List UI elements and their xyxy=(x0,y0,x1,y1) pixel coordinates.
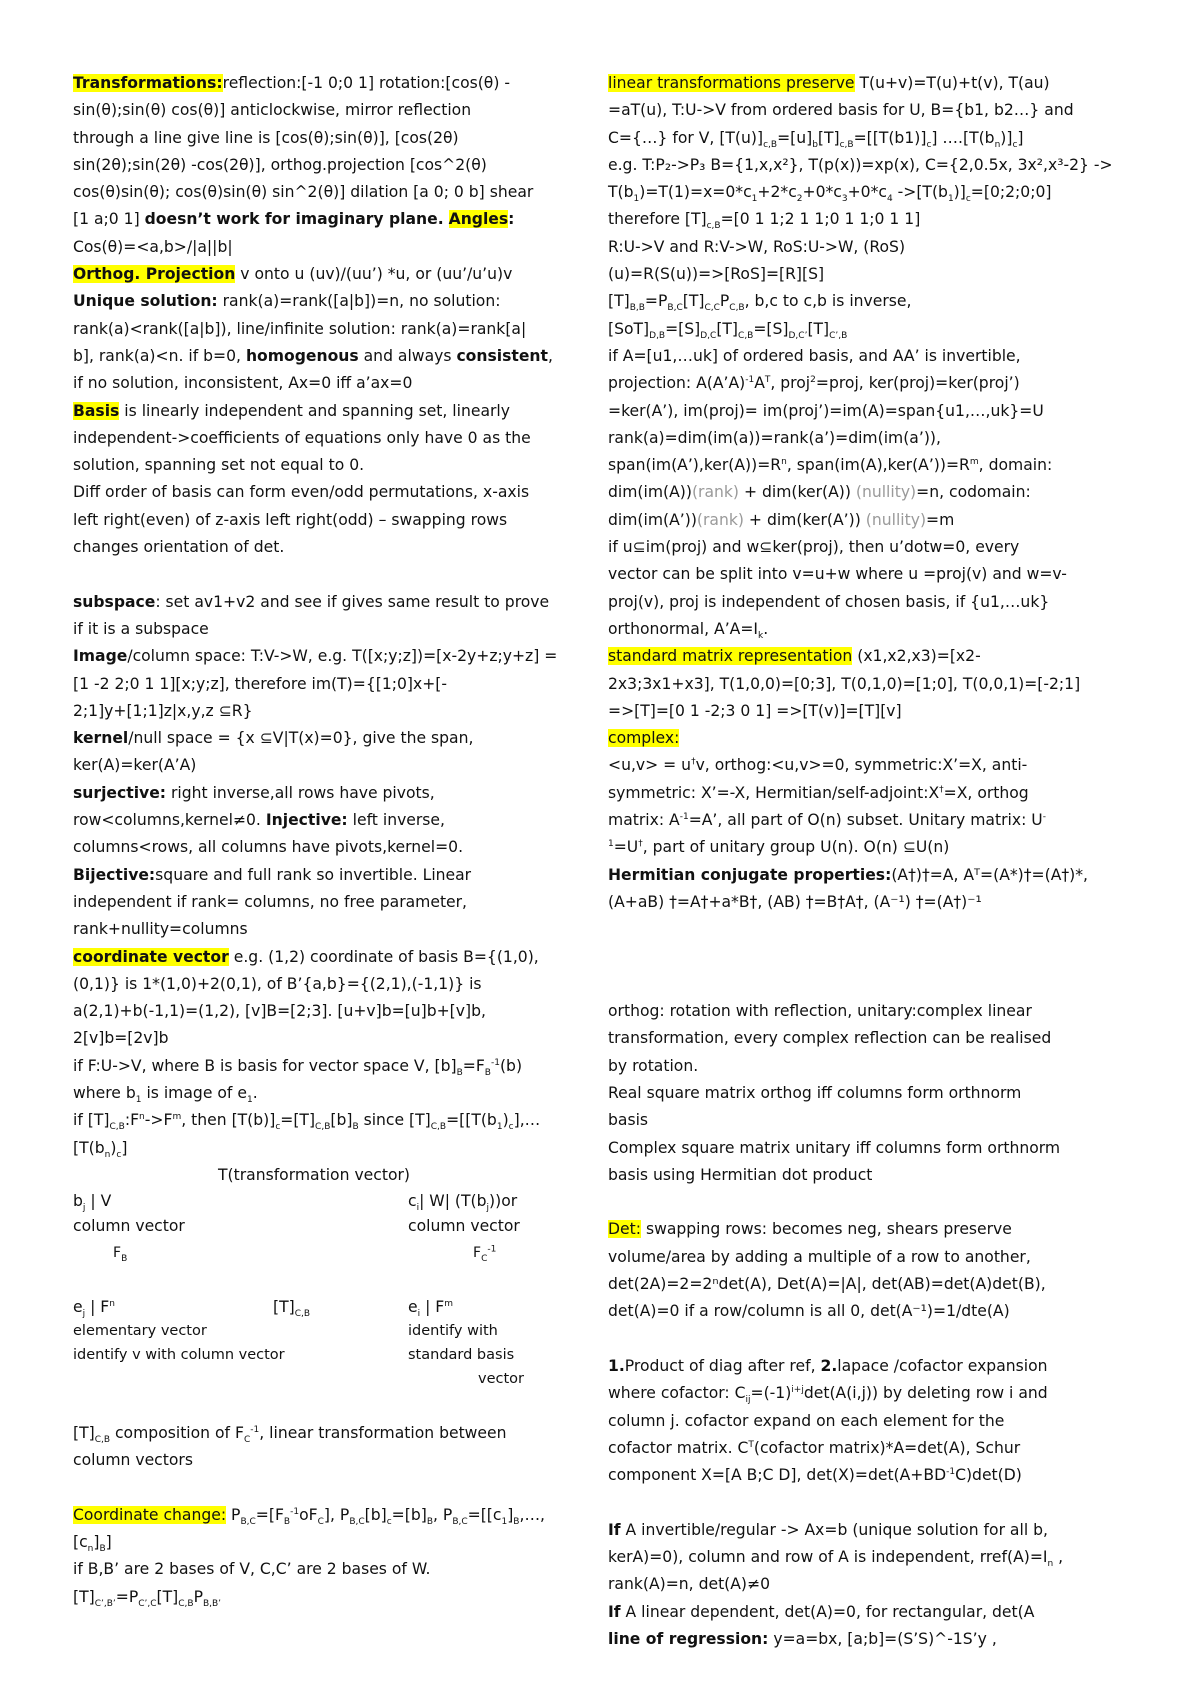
text: y=a=bx, [a;b]=(S’S)^-1S’y , xyxy=(768,1629,997,1648)
text: b xyxy=(73,1191,83,1210)
text-line: <u,v> = u†v, orthog:<u,v>=0, symmetric:X’=X, anti- xyxy=(608,756,1028,775)
text: =n, codomain: xyxy=(916,483,1031,502)
text: (rank) xyxy=(691,483,740,502)
text: det(A(i,j)) by deleting row i and xyxy=(803,1384,1048,1403)
text: =[S] xyxy=(665,319,701,338)
text: , then [T(b)] xyxy=(181,1111,276,1130)
text: e xyxy=(408,1297,418,1316)
text: 2. xyxy=(820,1356,838,1375)
text: right inverse,all rows have pivots, xyxy=(166,783,435,802)
text: , part of unitary group U(n). O(n) ⊆U(n) xyxy=(642,838,950,857)
text: (b) xyxy=(499,1056,523,1075)
text-line: $[T]_{C’,B’}=P_{C’,C}[T]_{C,B}P_{B,B’}$ xyxy=(73,1587,222,1609)
text-line: if u⊆im(proj) and w⊆ker(proj), then u’dotw=0, every xyxy=(608,538,1020,557)
text-line xyxy=(608,479,1168,506)
angles-heading: Angles xyxy=(448,210,509,229)
text: [T] xyxy=(156,1587,179,1606)
spacer xyxy=(73,561,603,588)
text: row<columns,kernel≠0. xyxy=(73,811,266,830)
text: [T] xyxy=(73,1587,95,1606)
text: ,…, xyxy=(519,1505,545,1524)
text: v, orthog:<u,v>=0, symmetric:X’=X, anti- xyxy=(695,756,1028,775)
text: [T] xyxy=(807,319,830,338)
spacer xyxy=(608,1489,1168,1516)
text-line: basis xyxy=(608,1111,649,1130)
text-line: if F:U->V, where B is basis for vector space V, $[b]_B=F_B^{-1}(b)$ xyxy=(73,1056,523,1078)
text: oF xyxy=(299,1505,318,1524)
text: e xyxy=(73,1297,83,1316)
text: /column space: T:V->W, e.g. T([x;y;z])=[x-2y+z;y+z] = xyxy=(127,647,558,666)
text-line: $[T]_{B,B}=P_{B,C}[T]_{C,C}P_{C,B}$, b,c to c,b is inverse, xyxy=(608,292,912,314)
text-line: 2;1]y+[1;1]z|x,y,z ⊆R} xyxy=(73,701,253,720)
text-line: $T(b_1)=T(1)=x=0*c_1+2*c_2+0*c_3+0*c_4$ $->[T(b_1)]_c=[0;2;0;0]$ xyxy=(608,183,1052,205)
text-line: 2x3;3x1+x3], T(1,0,0)=[0;3], T(0,1,0)=[1;0], T(0,0,1)=[-2;1] xyxy=(608,674,1081,693)
text: =F xyxy=(462,1056,485,1075)
text: [1 a;0 1] xyxy=(73,210,145,229)
text-line: solution, spanning set not equal to 0. xyxy=(73,456,365,475)
unique-line xyxy=(73,288,603,315)
text: where cofactor: C xyxy=(608,1384,746,1403)
text: <u,v> = u xyxy=(608,756,692,775)
text-line: $[T]_{C,B}$ composition of $F_C^{-1}$, linear transformation between xyxy=(73,1423,507,1445)
text: (rank) xyxy=(696,510,744,529)
text: A invertible/regular -> Ax=b (unique solution for all b, xyxy=(620,1520,1048,1539)
text: , span(im(A),ker(A’))=R xyxy=(786,456,970,475)
text-line xyxy=(73,807,603,834)
text-line: rank+nullity=columns xyxy=(73,920,248,939)
text: is linearly independent and spanning set, linearly xyxy=(119,401,510,420)
text-line: column j. cofactor expand on each element for the xyxy=(608,1411,1005,1430)
text: [c xyxy=(73,1533,88,1552)
text: [b] xyxy=(364,1505,387,1524)
text-line: R:U->V and R:V->W, RoS:U->W, (RoS) xyxy=(608,237,906,256)
linear-transformations-preserve-heading: linear transformations preserve xyxy=(608,74,855,92)
text: If xyxy=(608,1520,621,1539)
text: (A†)†=A, Aᵀ=(A*)†=(A†)*, xyxy=(891,865,1089,884)
ltp-line xyxy=(608,70,1168,97)
text-line: vector can be split into v=u+w where u =proj(v) and w=v- xyxy=(608,565,1067,584)
text: : xyxy=(508,210,515,229)
text-line: 2[v]b=[2v]b xyxy=(73,1029,169,1048)
coordinate-change-heading: Coordinate change: xyxy=(73,1505,227,1524)
image-heading: Image xyxy=(73,647,128,666)
text: ] xyxy=(1017,128,1024,147)
text: (nullity) xyxy=(855,483,917,502)
text-line: rank(a)=dim(im(a))=rank(a’)=dim(im(a’)), xyxy=(608,428,941,447)
text: +2*c xyxy=(757,183,797,202)
text: square and full rank so invertible. Linear xyxy=(155,865,472,884)
text-line: (0,1)} is 1*(1,0)+2(0,1), of B’{a,b}={(2,1),(-1,1)} is xyxy=(73,974,482,993)
text-line xyxy=(73,206,603,233)
diagram-colvec1: column vector xyxy=(73,1216,185,1235)
text-line: if A=[u1,…uk] of ordered basis, and AA’ is invertible, xyxy=(608,346,1021,365)
text: ], P xyxy=(323,1505,350,1524)
diagram-tcb: $[T]_{C,B}$ xyxy=(273,1297,311,1319)
text: ))or xyxy=(489,1191,518,1210)
text-line: column vectors xyxy=(73,1451,193,1470)
text: ] xyxy=(507,1505,514,1524)
text: e.g. (1,2) coordinate of basis B={(1,0), xyxy=(228,947,539,966)
text-line: orthonormal, $A’A=I_k$. xyxy=(608,619,769,642)
text-line: sin(θ);sin(θ) cos(θ)] anticlockwise, mirror reflection xyxy=(73,101,472,120)
text: (x1,x2,x3)=[x2- xyxy=(852,647,981,666)
text: =[[c xyxy=(467,1505,502,1524)
transformations-heading: Transformations: xyxy=(73,74,223,92)
diagram-bj: $b_j$ | V xyxy=(73,1191,112,1213)
text: [T] xyxy=(73,1423,95,1442)
standard-matrix-representation-heading: standard matrix representation xyxy=(608,647,853,666)
text: If xyxy=(608,1602,621,1621)
spacer xyxy=(608,971,1168,998)
text-line: if it is a subspace xyxy=(73,619,209,638)
text-line: proj(v), proj is independent of chosen basis, if {u1,…uk} xyxy=(608,592,1050,611)
text: (cofactor matrix)*A=det(A), Schur xyxy=(753,1438,1021,1457)
diagram-fc: $F_C^{-1}$ xyxy=(473,1244,497,1264)
text-line: a(2,1)+b(-1,1)=(1,2), [v]B=[2;3]. [u+v]b=[u]b+[v]b, xyxy=(73,1002,486,1021)
bijective-heading: Bijective: xyxy=(73,865,156,884)
text: homogenous xyxy=(245,346,359,365)
spacer xyxy=(73,1474,603,1501)
text: b], rank(a)<n. if b=0, xyxy=(73,346,246,365)
text: C={…} for V, [T(u)] xyxy=(608,128,764,147)
text: =[0 1 1;2 1 1;0 1 1;0 1 1] xyxy=(720,210,921,229)
diagram-stdbasis: standard basis xyxy=(408,1346,515,1363)
text: =m xyxy=(926,510,955,529)
text: kerA)=0), column and row of A is independent, rref(A)=I xyxy=(608,1548,1048,1567)
text: doesn’t work for imaginary plane. xyxy=(144,210,444,229)
text: =[S] xyxy=(753,319,789,338)
text: + dim(ker(A’)) xyxy=(743,510,866,529)
text-line: det(2A)=2=2ⁿdet(A), Det(A)=|A|, det(AB)=det(A)det(B), xyxy=(608,1275,1046,1294)
text: ) xyxy=(110,1138,117,1157)
text: P xyxy=(193,1587,203,1606)
text: | F xyxy=(85,1297,110,1316)
text: =P xyxy=(115,1587,139,1606)
complex-heading: complex: xyxy=(608,729,680,748)
regression-line xyxy=(608,1626,1168,1653)
text: [T] xyxy=(716,319,739,338)
text-line: independent if rank= columns, no free parameter, xyxy=(73,892,468,911)
text: , P xyxy=(433,1505,453,1524)
text-line: if no solution, inconsistent, Ax=0 iff a’ax=0 xyxy=(73,374,413,393)
text: =[[T(b xyxy=(446,1111,497,1130)
text-line: e.g. T:P₂->P₃ B={1,x,x²}, T(p(x))=xp(x), C={2,0.5x, 3x²,x³-2} -> xyxy=(608,155,1113,174)
text: projection: A(A’A) xyxy=(608,374,746,393)
text: P xyxy=(719,292,730,311)
coordinate-vector-heading: coordinate vector xyxy=(73,947,229,966)
diagram-title: T(transformation vector) xyxy=(218,1165,410,1184)
diagram-vector: vector xyxy=(478,1370,524,1387)
text: ] ….[T(b xyxy=(931,128,995,147)
text: =[0;2;0;0] xyxy=(970,183,1052,202)
det-line xyxy=(608,1216,1168,1243)
text-line: Cos(θ)=<a,b>/|a||b| xyxy=(73,237,233,256)
text: =[b] xyxy=(391,1505,427,1524)
text: is image of e xyxy=(141,1083,247,1102)
text: =(-1) xyxy=(750,1384,792,1403)
text-line: rank(a)<rank([a|b]), line/infinite solution: rank(a)=rank[a| xyxy=(73,319,527,338)
text: , xyxy=(548,346,553,365)
text-line: (u)=R(S(u))=>[RoS]=[R][S] xyxy=(608,265,825,284)
basis-line xyxy=(73,398,603,425)
text: A xyxy=(754,374,765,393)
text: [T] xyxy=(817,128,840,147)
text: reflection:[-1 0;0 1] rotation:[cos(θ) - xyxy=(222,74,511,92)
injective-heading: Injective: xyxy=(265,811,348,830)
text-line: by rotation. xyxy=(608,1056,699,1075)
text: :F xyxy=(124,1111,140,1130)
text-line: if B,B’ are 2 bases of V, C,C’ are 2 bases of W. xyxy=(73,1560,431,1579)
text: composition of F xyxy=(110,1423,244,1442)
right-column xyxy=(608,70,1168,1653)
text-line: kerA)=0), column and row of A is independent, $rref(A)=I_n$ , xyxy=(608,1548,1064,1570)
text-line: =aT(u), T:U->V from ordered basis for U, B={b1, b2…} and xyxy=(608,101,1074,120)
text: v onto u (uv)/(uu’) *u, or (uu’/u’u)v xyxy=(235,265,513,284)
text-line: $^1$=U†, part of unitary group U(n). O(n) ⊆U(n) xyxy=(608,838,950,857)
hermitian-heading: Hermitian conjugate properties: xyxy=(608,865,892,884)
text-line: if $[T]_{C,B}:F^n->F^m$, then $[T(b)]_c=[T]_{C,B}[b]_B$ since $[T]_{C,B}=[[T(b_1)_c],\dots$ xyxy=(73,1111,541,1133)
text: component X=[A B;C D], det(X)=det(A+BD xyxy=(608,1466,947,1485)
diagram-ident: identify with xyxy=(408,1322,498,1339)
text: therefore [T] xyxy=(608,210,707,229)
text: . xyxy=(763,619,769,638)
text: (nullity) xyxy=(865,510,927,529)
text-line: cofactor matrix. $C^T(cofactor$ matrix)*A=det(A), Schur xyxy=(608,1438,1021,1457)
text-line xyxy=(608,507,1168,534)
text-line: ker(A)=ker(A’A) xyxy=(73,756,197,775)
orthproj-line xyxy=(73,261,603,288)
text: P xyxy=(226,1505,241,1524)
text: ] xyxy=(105,1533,112,1552)
text-line: [1 -2 2;0 1 1][x;y;z], therefore im(T)={[1;0]x+[- xyxy=(73,674,448,693)
text: )] xyxy=(1000,128,1013,147)
bijective-line xyxy=(73,862,603,889)
text: F xyxy=(473,1244,482,1261)
spacer xyxy=(608,944,1168,971)
text-line: $[SoT]_{D,B}=[S]_{D,C}[T]_{C,B}=[S]_{D,C’}[T]_{C’,B}$ xyxy=(608,319,848,341)
spacer xyxy=(608,1326,1168,1353)
text: T(u+v)=T(u)+t(v), T(au) xyxy=(854,74,1050,92)
text-line: volume/area by adding a multiple of a row to another, xyxy=(608,1247,1031,1266)
text-line xyxy=(608,1517,1168,1544)
text-line: left right(even) of z-axis left right(odd) – swapping rows xyxy=(73,510,508,529)
text-line: independent->coefficients of equations only have 0 as the xyxy=(73,428,531,447)
text-line: orthog: rotation with reflection, unitary:complex linear xyxy=(608,1002,1032,1021)
text: =[F xyxy=(255,1505,284,1524)
text: left inverse, xyxy=(347,811,445,830)
text-line: basis using Hermitian dot product xyxy=(608,1165,873,1184)
image-line xyxy=(73,643,603,670)
text-line: changes orientation of det. xyxy=(73,538,285,557)
text: =A’, all part of O(n) subset. Unitary matrix: U xyxy=(688,811,1043,830)
unique-heading: Unique solution: xyxy=(73,292,218,311)
text: T(b xyxy=(608,183,634,202)
text-line: Complex square matrix unitary iff columns form orthnorm xyxy=(608,1138,1061,1157)
text: swapping rows: becomes neg, shears preserve xyxy=(640,1220,1012,1239)
text-line: $span(im(A’),ker(A))=R^n$, $span(im(A),ker(A’))=R^m$, domain: xyxy=(608,456,1053,475)
text: . xyxy=(252,1083,258,1102)
text: matrix: A xyxy=(608,811,680,830)
text: , proj xyxy=(770,374,811,393)
text: cofactor matrix. C xyxy=(608,1438,749,1457)
text: )=T(1)=x=0*c xyxy=(639,183,752,202)
text-line: where cofactor: $C_{ij}=(-1)^{i+j}\det(A(i,j))$ by deleting row i and xyxy=(608,1384,1048,1406)
text-line: matrix: $A^{-1}=A$’, all part of O(n) subset. Unitary matrix: U- xyxy=(608,811,1046,830)
text-line: (A+aB) †=A†+a*B†, (AB) †=B†A†, (A⁻¹) †=(A†)⁻¹ xyxy=(608,892,982,911)
text: and always xyxy=(358,346,457,365)
text: =U xyxy=(613,838,639,857)
text: if [T] xyxy=(73,1111,110,1130)
kernel-line xyxy=(73,725,603,752)
text-line: sin(2θ);sin(2θ) -cos(2θ)], orthog.projection [cos^2(θ) xyxy=(73,155,487,174)
diagram-ej: $e_j$ | $F^n$ xyxy=(73,1297,115,1319)
text: c xyxy=(408,1191,417,1210)
text: span(im(A’),ker(A))=R xyxy=(608,456,782,475)
text: =[T] xyxy=(280,1111,316,1130)
text: ] xyxy=(93,1533,100,1552)
text-line: cos(θ)sin(θ); cos(θ)sin(θ) sin^2(θ)] dilation [a 0; 0 b] shear xyxy=(73,183,534,202)
text: 1. xyxy=(608,1356,625,1375)
text: =P xyxy=(644,292,668,311)
text-line: det(A)=0 if a row/column is all 0, det(A⁻¹)=1/dte(A) xyxy=(608,1302,1010,1321)
text: =[u] xyxy=(777,128,813,147)
text: dim(im(A’)) xyxy=(608,510,697,529)
text: [T] xyxy=(608,292,630,311)
diagram-elem: elementary vector xyxy=(73,1322,207,1339)
text: A linear dependent, det(A)=0, for rectangular, det(A xyxy=(620,1602,1035,1621)
text: ],… xyxy=(513,1111,541,1130)
subspace-heading: subspace xyxy=(73,592,156,611)
diagram-colvec2: column vector xyxy=(408,1216,520,1235)
text: [T] xyxy=(273,1297,295,1316)
text-line: columns<rows, all columns have pivots,kernel=0. xyxy=(73,838,464,857)
text-line: through a line give line is [cos(θ);sin(θ)], [cos(2θ) xyxy=(73,128,459,147)
line-of-regression-heading: line of regression: xyxy=(608,1629,769,1648)
text-line: rank(A)=n, det(A)≠0 xyxy=(608,1575,771,1594)
subspace-line xyxy=(73,589,603,616)
text: [b] xyxy=(330,1111,353,1130)
text-line xyxy=(608,1599,1168,1626)
coordchange-line: Coordinate change: $P_{B,C}=[F_B^{-1}oF_C]$, $P_{B,C}[b]_c=[b]_B$, $P_{B,C}=[[c_1]_B,\dots$, xyxy=(73,1505,545,1527)
text-line: transformation, every complex reflection can be realised xyxy=(608,1029,1052,1048)
complex-line xyxy=(608,725,1168,752)
text: [SoT] xyxy=(608,319,650,338)
text: =proj, ker(proj)=ker(proj’) xyxy=(815,374,1020,393)
kernel-heading: kernel xyxy=(73,729,129,748)
surjective-heading: surjective: xyxy=(73,783,167,802)
text: if F:U->V, where B is basis for vector space V, [b] xyxy=(73,1056,457,1075)
text: Product of diag after ref, xyxy=(624,1356,821,1375)
text: ) xyxy=(502,1111,509,1130)
text: , b,c to c,b is inverse, xyxy=(744,292,912,311)
text: since [T] xyxy=(358,1111,431,1130)
text-line: projection: $A(A’A)^{-1}A^T$, proj$^2$=proj, ker(proj)=ker(proj’) xyxy=(608,374,1020,393)
text: rank(a)=rank([a|b])=n, no solution: xyxy=(217,292,501,311)
text: =[[T(b1)] xyxy=(853,128,927,147)
text-line: therefore $[T]_{c,B}=[0$ 1 1;2 1 1;0 1 1;0 1 1] xyxy=(608,210,921,232)
coord-line xyxy=(73,944,603,971)
text: | W| (T(b xyxy=(419,1191,487,1210)
text: dim(im(A)) xyxy=(608,483,692,502)
text-line xyxy=(608,1353,1168,1380)
text: C)det(D) xyxy=(955,1466,1022,1485)
left-column xyxy=(73,70,603,1611)
text-line: C={…} for V, $[T(u)]_{c,B}=[u]_b[T]_{c,B}=[[T(b1)]_c]$ $\dots.[T(b_n)]_c$] xyxy=(608,128,1024,150)
text: )] xyxy=(953,183,966,202)
diagram-fb: $F_B$ xyxy=(113,1244,128,1264)
surjective-line xyxy=(73,780,603,807)
text: : set av1+v2 and see if gives same result to prove xyxy=(155,592,550,611)
text: lapace /cofactor expansion xyxy=(837,1356,1048,1375)
det-heading: Det: xyxy=(608,1220,641,1239)
text: , linear transformation between xyxy=(259,1423,507,1442)
text: [T] xyxy=(682,292,705,311)
text: , xyxy=(1053,1548,1064,1567)
hermitian-line xyxy=(608,862,1168,889)
text-line: $[T(b_n)_c]$ xyxy=(73,1138,128,1160)
text: +0*c xyxy=(847,183,887,202)
text: orthonormal, A’A=I xyxy=(608,619,758,638)
diagram-ci: $c_i|$ W| $(T(b_j))or$ xyxy=(408,1191,518,1213)
diagram-ei: $e_i$ | $F^m$ xyxy=(408,1297,454,1319)
text: =X, orthog xyxy=(943,783,1029,802)
transformation-diagram xyxy=(73,1162,603,1420)
text-line xyxy=(73,343,603,370)
text-line: Real square matrix orthog iff columns form orthnorm xyxy=(608,1083,1022,1102)
text: ->[T(b xyxy=(892,183,948,202)
text-line: component X=[A B;C D], $\det(X)=\det(A+BD^{-1}C)\det(D)$ xyxy=(608,1466,1022,1485)
text: ] xyxy=(121,1138,128,1157)
text: /null space = {x ⊆V|T(x)=0}, give the span, xyxy=(128,729,474,748)
transformations-line xyxy=(73,70,603,97)
text: consistent xyxy=(456,346,548,365)
text-line: =>[T]=[0 1 -2;3 0 1] =>[T(v)]=[T][v] xyxy=(608,701,902,720)
spacer xyxy=(608,916,1168,943)
text: | F xyxy=(420,1297,445,1316)
text: [T(b xyxy=(73,1138,105,1157)
text-line: Diff order of basis can form even/odd permutations, x-axis xyxy=(73,483,530,502)
text: F xyxy=(113,1244,122,1261)
diagram-identv: identify v with column vector xyxy=(73,1346,285,1363)
orthproj-heading: Orthog. Projection xyxy=(73,265,236,284)
text: | V xyxy=(85,1191,112,1210)
text-line: symmetric: X’=-X, Hermitian/self-adjoint:X†=X, orthog xyxy=(608,783,1029,802)
text: symmetric: X’=-X, Hermitian/self-adjoint:X xyxy=(608,783,940,802)
text: where b xyxy=(73,1083,136,1102)
spacer xyxy=(608,1189,1168,1216)
text: , domain: xyxy=(978,456,1053,475)
text-line: where $b_1$ is image of $e_1$. xyxy=(73,1083,258,1106)
smr-line xyxy=(608,643,1168,670)
text-line: $[c_n]_B$] xyxy=(73,1533,112,1555)
basis-heading: Basis xyxy=(73,401,120,420)
text-line: =ker(A’), im(proj)= im(proj’)=im(A)=span{u1,…,uk}=U xyxy=(608,401,1044,420)
text: +0*c xyxy=(802,183,842,202)
text: ->F xyxy=(144,1111,173,1130)
text: + dim(ker(A)) xyxy=(739,483,856,502)
